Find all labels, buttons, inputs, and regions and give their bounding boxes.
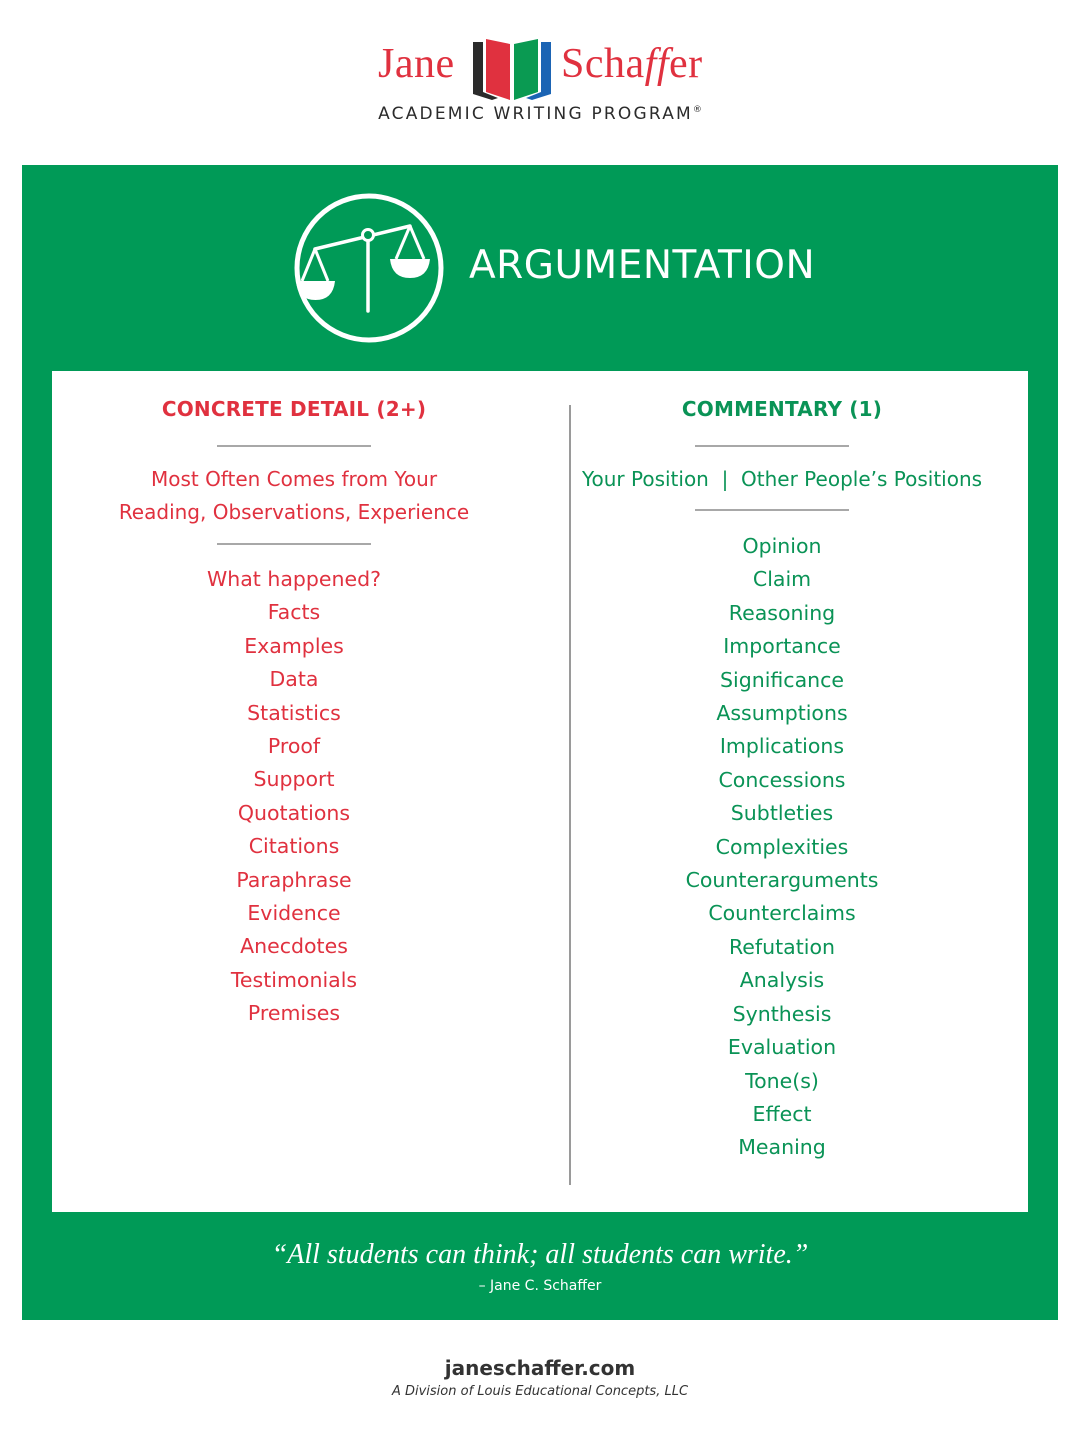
- list-item: Premises: [247, 1001, 341, 1026]
- argumentation-panel: [22, 165, 1058, 1320]
- division-note: A Division of Louis Educational Concepts, LLC: [391, 1384, 689, 1399]
- website-link[interactable]: janeschaffer.com: [444, 1356, 636, 1380]
- list-item: Facts: [267, 600, 321, 625]
- balance-scale-icon: [292, 191, 446, 345]
- list-item: Importance: [723, 634, 841, 659]
- commentary-list: [574, 530, 990, 1165]
- divider-rule: [695, 445, 849, 447]
- list-item: Effect: [752, 1101, 812, 1126]
- registered-mark: ®: [692, 105, 702, 115]
- commentary-subtitle: Your Position | Other People’s Positions: [581, 467, 983, 491]
- concrete-detail-subtitle: [52, 463, 536, 530]
- list-item: Tone(s): [745, 1068, 819, 1093]
- quote-text: “All students can think; all students can write.”: [271, 1239, 809, 1270]
- list-item: Testimonials: [230, 967, 358, 992]
- list-item: Evidence: [247, 901, 341, 926]
- brand-logo: [0, 34, 1080, 104]
- brand-name-last-italic: ff: [644, 41, 669, 87]
- list-item: Implications: [719, 734, 845, 759]
- brand-name-last-suffix: er: [669, 41, 703, 87]
- open-book-icon: [470, 36, 554, 102]
- list-item: Counterclaims: [708, 901, 856, 926]
- list-item: Claim: [752, 567, 812, 592]
- divider-rule: [217, 543, 371, 545]
- program-name: [0, 104, 1080, 124]
- list-item: Support: [253, 767, 335, 792]
- list-item: Counterarguments: [685, 868, 879, 893]
- brand-name-first: Jane: [378, 41, 455, 87]
- list-item: Data: [269, 667, 319, 692]
- list-item: Evaluation: [727, 1035, 837, 1060]
- list-item: Subtleties: [730, 801, 834, 826]
- brand-name-last: [561, 40, 703, 88]
- subtitle-line: Reading, Observations, Experience: [118, 500, 470, 525]
- list-item: Analysis: [739, 968, 825, 993]
- list-item: Anecdotes: [240, 934, 348, 959]
- program-name-text: ACADEMIC WRITING PROGRAM: [378, 104, 693, 124]
- content-card: [52, 371, 1028, 1212]
- list-item: Statistics: [247, 700, 341, 725]
- list-item: Meaning: [738, 1135, 826, 1160]
- commentary-title: COMMENTARY (1): [681, 397, 883, 421]
- list-item: Paraphrase: [236, 867, 352, 892]
- list-item: Assumptions: [716, 701, 848, 726]
- divider-rule: [695, 509, 849, 511]
- subtitle-line: Most Often Comes from Your: [150, 467, 438, 491]
- concrete-detail-list: [52, 563, 536, 1031]
- list-item: Examples: [244, 633, 344, 658]
- list-item: Complexities: [715, 834, 849, 859]
- brand-name-last-prefix: Scha: [561, 41, 645, 87]
- list-item: Synthesis: [732, 1001, 832, 1026]
- list-item: Quotations: [237, 800, 351, 825]
- list-item: Proof: [267, 734, 321, 759]
- concrete-detail-title: CONCRETE DETAIL (2+): [161, 397, 427, 421]
- list-item: Reasoning: [728, 600, 836, 625]
- panel-title: ARGUMENTATION: [469, 243, 816, 288]
- list-item: Citations: [248, 834, 340, 859]
- divider-rule: [217, 445, 371, 447]
- list-item: Significance: [719, 667, 845, 692]
- list-item: Opinion: [742, 534, 822, 558]
- header: [0, 0, 1080, 150]
- list-item: Refutation: [728, 934, 835, 959]
- quote-author: – Jane C. Schaffer: [478, 1278, 602, 1294]
- list-item: Concessions: [718, 767, 846, 792]
- list-item: What happened?: [206, 567, 382, 591]
- column-divider: [569, 405, 571, 1185]
